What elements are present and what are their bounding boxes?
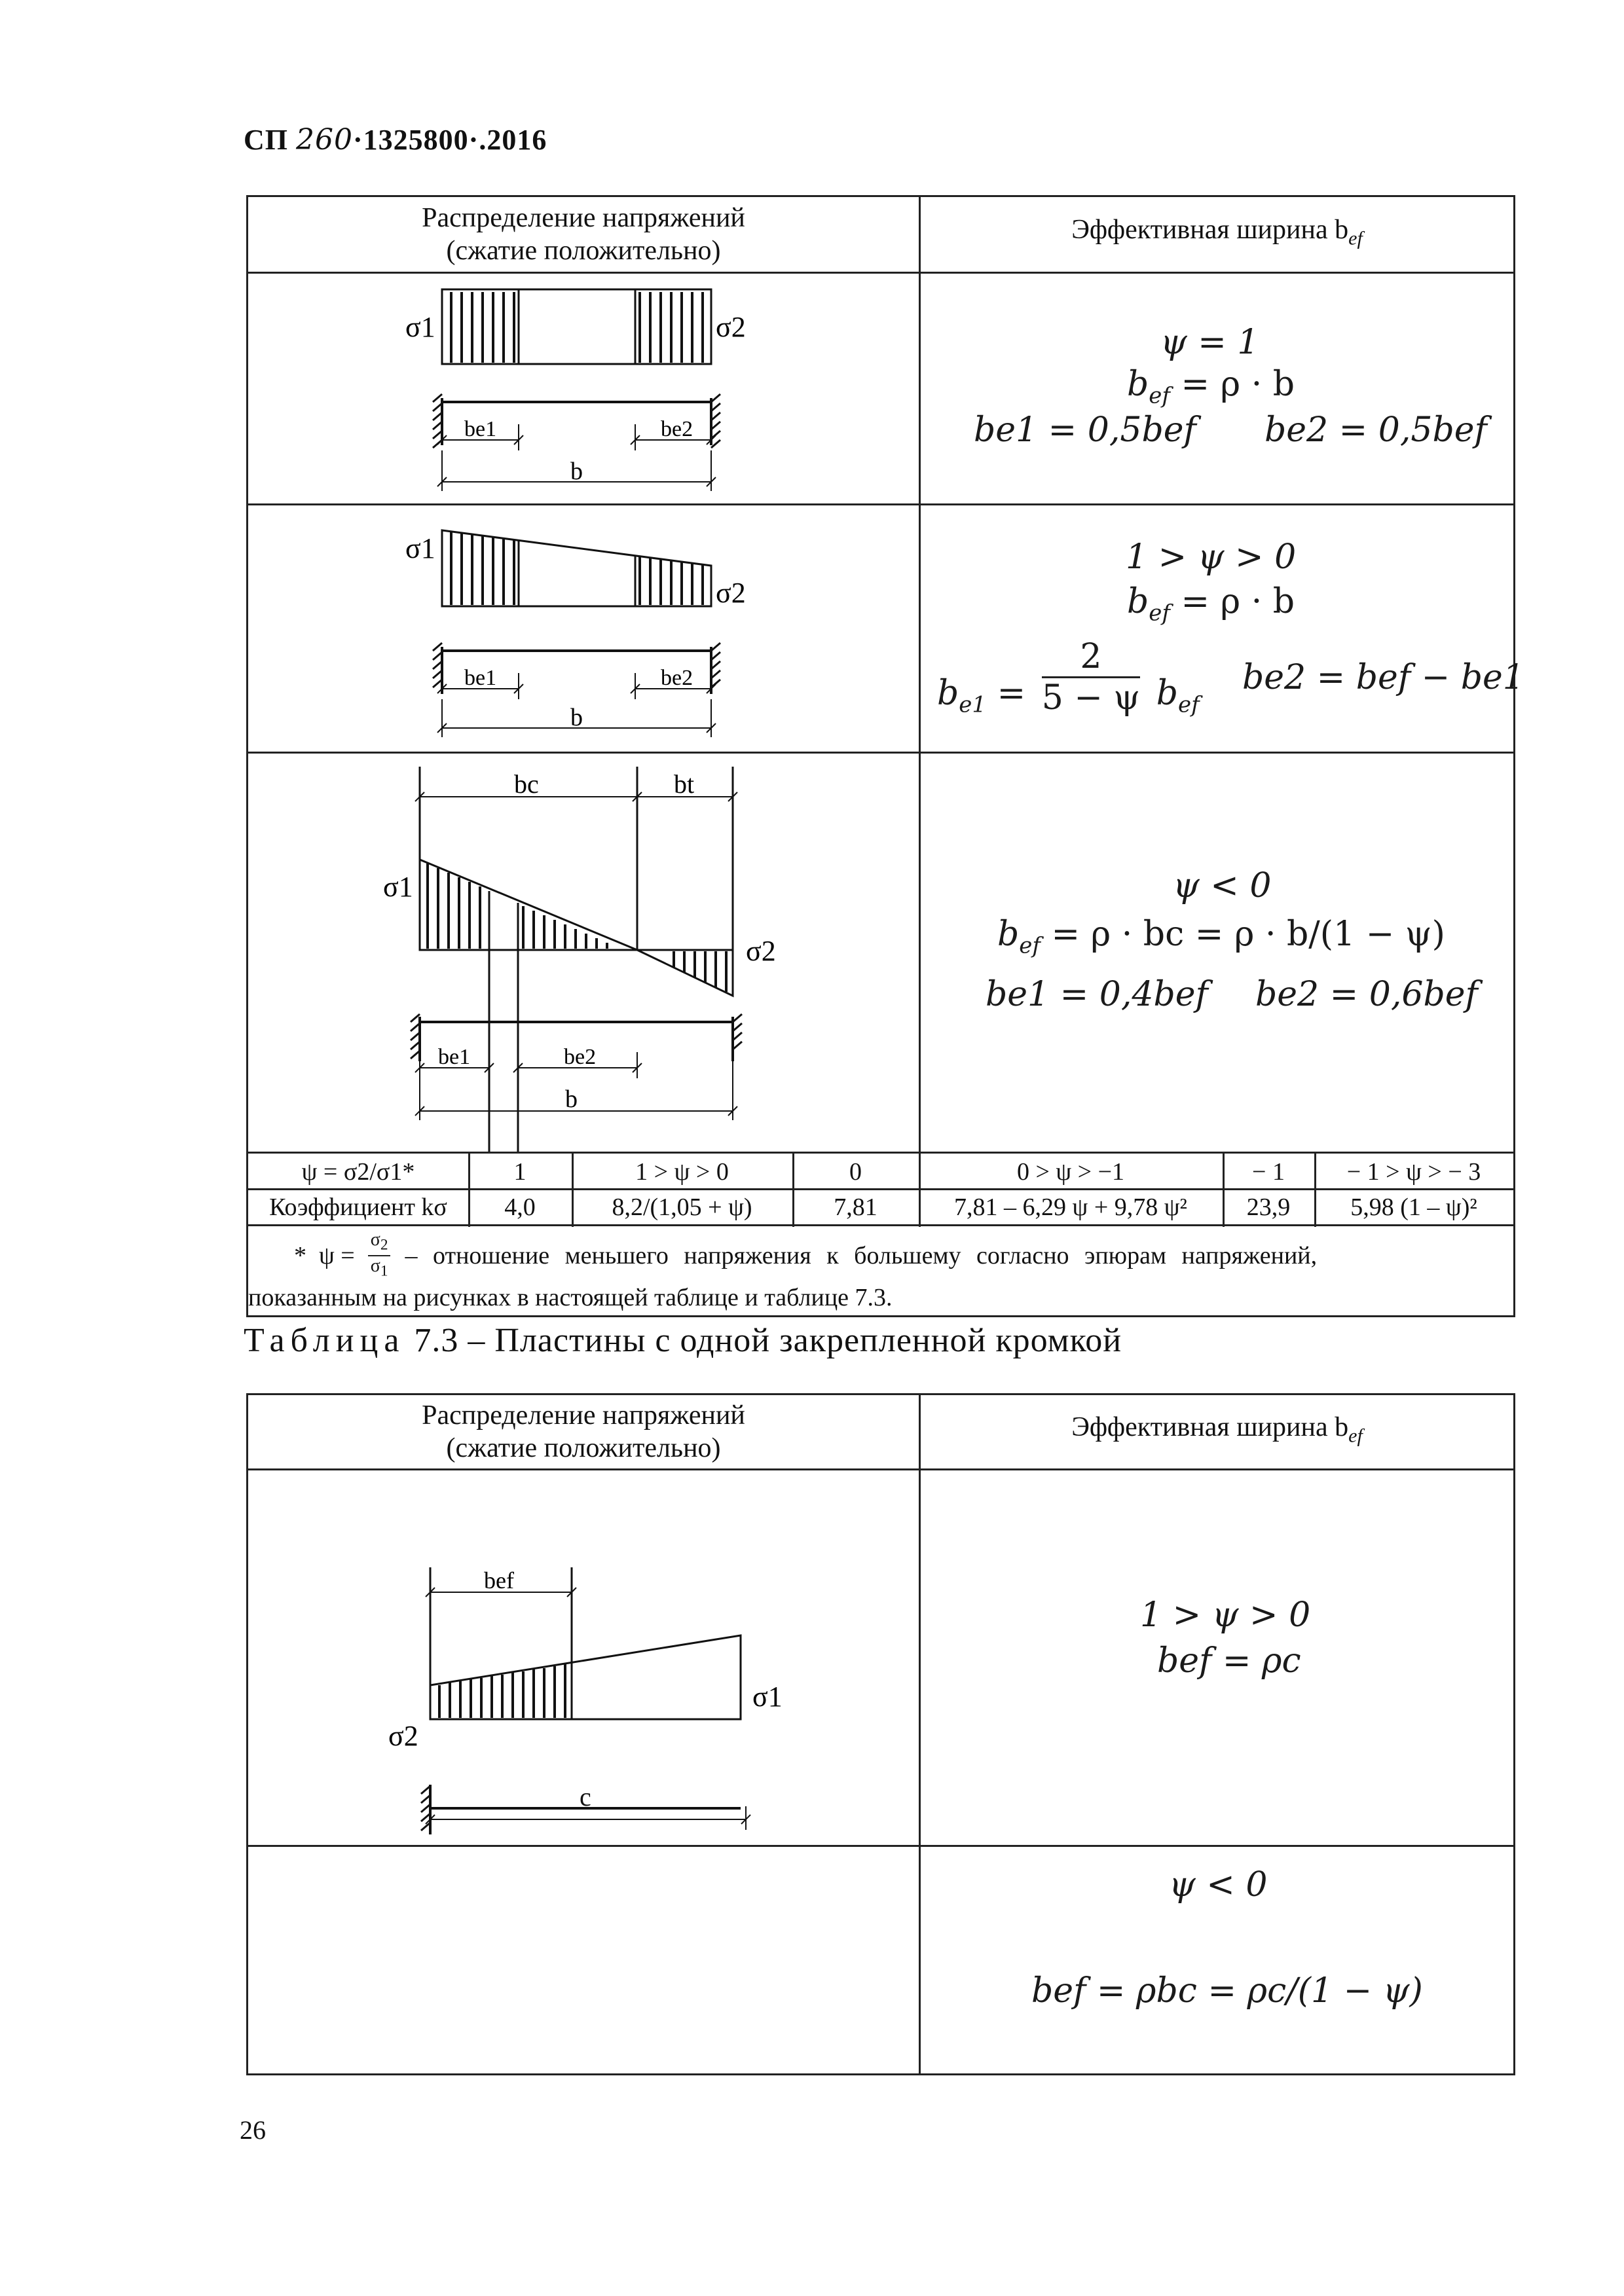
coef-cell: 1 > ψ > 0 <box>635 1158 729 1186</box>
t2-row2-bef: bef = ρbc = ρc/(1 − ψ) <box>1031 1971 1423 2011</box>
be2-label: be2 <box>661 417 693 441</box>
row3-bef: $b_{ef} = \rho$ · bc = ρ · b/(1 − ψ) <box>997 915 1445 959</box>
row3-be2: be2 = 0,6bef <box>1255 975 1478 1014</box>
diagram-trapezoidal-compression <box>248 505 919 752</box>
t2-row1-bef: bef = ρc <box>1157 1641 1301 1681</box>
row2-be2: be2 = bef − be1 <box>1242 658 1524 697</box>
coef-cell: ψ = σ2/σ1* <box>301 1158 415 1186</box>
caption-text: 7.3 – Пластины с одной закрепленной кромкой <box>414 1322 1122 1359</box>
coefficient-table <box>248 1154 1513 1227</box>
coef-cell: 5,98 (1 – ψ)² <box>1350 1194 1477 1221</box>
coef-cell: 0 > ψ > −1 <box>1016 1158 1125 1186</box>
b-label: b <box>570 704 583 731</box>
row2-psi: 1 > ψ > 0 <box>1126 538 1297 577</box>
b-label: b <box>570 458 583 485</box>
sigma2-label: σ2 <box>746 935 776 967</box>
sigma1-label: σ1 <box>383 871 413 903</box>
footnote: * ψ = $\frac{\sigma_2}{\sigma_1}$ – отношение меньшего напряжения к большему согласно эпюрам напряжений, показанным на рисунках в настоящей таблице и таблице 7.3. <box>248 1230 1508 1312</box>
footnote-line1: – отношение меньшего напряжения к большему согласно эпюрам напряжений, <box>405 1241 1318 1269</box>
dimension-c <box>248 1837 919 1863</box>
table2-col1-header: Распределение напряжений (сжатие положительно) <box>422 1400 745 1463</box>
row2-bef: $b_{ef} = \rho \cdot b$ <box>1127 582 1295 627</box>
coef-cell: − 1 > ψ > − 3 <box>1346 1158 1481 1186</box>
header-prefix: СП <box>244 124 288 156</box>
be1-label: be1 <box>438 1045 471 1069</box>
bef-label: bef <box>484 1567 514 1594</box>
coef-cell: 7,81 – 6,29 ψ + 9,78 ψ² <box>954 1194 1187 1221</box>
row1-psi: ψ = 1 <box>1160 323 1259 362</box>
coef-cell: Коэффициент kσ <box>269 1194 447 1221</box>
row1-be2: be2 = 0,5bef <box>1264 410 1487 450</box>
sigma1-label: σ1 <box>752 1681 783 1713</box>
row3-be1: be1 = 0,4bef <box>986 975 1208 1014</box>
diagram-tension-compression <box>248 754 919 1152</box>
be2-label: be2 <box>564 1045 597 1069</box>
row3-psi: ψ < 0 <box>1173 866 1272 905</box>
table-7-3-caption <box>244 1321 1122 1360</box>
sigma1-label: σ1 <box>405 311 435 343</box>
header-suffix: ·1325800·.2016 <box>352 124 547 156</box>
sigma2-label: σ2 <box>388 1720 418 1752</box>
caption-label: Таблица <box>244 1322 405 1359</box>
c-dimension <box>425 1782 752 1839</box>
bc-label: bc <box>514 769 539 799</box>
be1-label: be1 <box>464 417 497 441</box>
row1-be1: be1 = 0,5bef <box>974 410 1196 450</box>
b-label: b <box>565 1085 578 1113</box>
coef-cell: 7,81 <box>834 1194 877 1221</box>
table1-col1-header: Распределение напряжений (сжатие положительно) <box>422 203 745 266</box>
table-7-2 <box>246 195 1524 1317</box>
footnote-line2: показанным на рисунках в настоящей таблице и таблице 7.3. <box>248 1284 893 1312</box>
bt-label: bt <box>674 769 695 799</box>
sigma1-label: σ1 <box>405 532 435 564</box>
coef-cell: − 1 <box>1252 1158 1285 1186</box>
t2-row1-psi: 1 > ψ > 0 <box>1140 1595 1311 1635</box>
table2-col2-header: Эффективная ширина $b_{ef}$ <box>1071 1412 1363 1447</box>
sigma2-label: σ2 <box>716 311 746 343</box>
coef-cell: 23,9 <box>1246 1194 1291 1221</box>
coef-cell: 8,2/(1,05 + ψ) <box>612 1194 752 1221</box>
table-7-3 <box>246 1393 1515 2075</box>
be1-label: be1 <box>464 666 497 690</box>
diagram-uniform-compression <box>248 274 919 503</box>
document-header <box>244 123 547 156</box>
row1-bef: $b_{ef} = \rho \cdot b$ <box>1127 365 1295 409</box>
be2-label: be2 <box>661 666 693 690</box>
c-label: c <box>580 1782 591 1812</box>
t2-row2-psi: ψ < 0 <box>1169 1865 1268 1904</box>
header-handwritten-number: 260 <box>296 123 353 156</box>
coef-cell: 4,0 <box>504 1194 536 1221</box>
coef-cell: 1 <box>513 1158 526 1186</box>
page-number: 26 <box>240 2115 266 2145</box>
coef-cell: 0 <box>849 1158 862 1186</box>
table1-col2-header: Эффективная ширина $b_{ef}$ <box>1071 215 1363 249</box>
sigma2-label: σ2 <box>716 577 746 609</box>
row2-be1: $b_{e1}$ = $\frac{2}{5 - \psi}$ $b_{ef}$ <box>937 637 1200 718</box>
